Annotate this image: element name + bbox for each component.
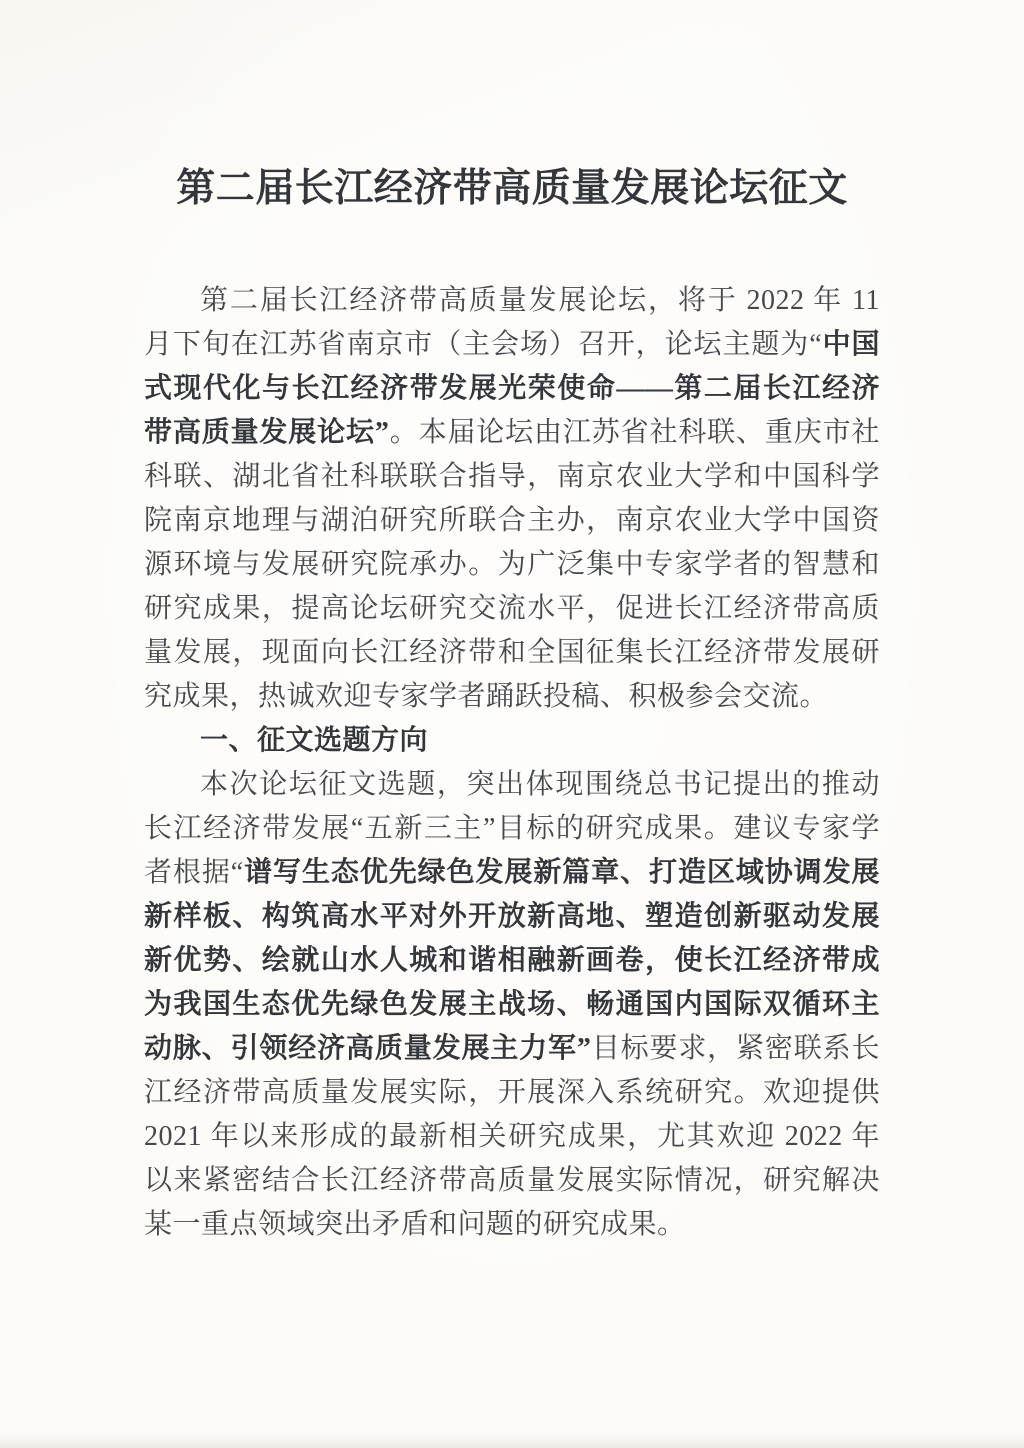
section-heading-topic-direction: 一、征文选题方向 xyxy=(200,724,429,756)
forum-theme-bold-text: 中国式现代化与长江经济带发展光荣使命——第二届长江经济带高质量发展论坛” xyxy=(144,328,880,448)
topics-text-opening: 本次论坛征文选题，突出体现围绕总书记提出的推动长江经济带发展“五新三主”目标的研究成果。建议专家学者根据“ xyxy=(144,768,880,888)
topics-paragraph xyxy=(144,763,880,1247)
intro-paragraph xyxy=(144,279,880,719)
topics-text-closing: 目标要求，紧密联系长江经济带高质量发展实际，开展深入系统研究。欢迎提供 2021 年以来形成的最新相关研究成果，尤其欢迎 2022 年以来紧密结合长江经济带高质量发展实际情况，研究解决某一重点领域突出矛盾和问题的研究成果。 xyxy=(144,1032,880,1240)
five-new-three-main-goals-bold-text: 谱写生态优先绿色发展新篇章、打造区域协调发展新样板、构筑高水平对外开放新高地、塑造创新驱动发展新优势、绘就山水人城和谐相融新画卷，使长江经济带成为我国生态优先绿色发展主战场、畅通国内国际双循环主动脉、引领经济高质量发展主力军” xyxy=(144,856,880,1064)
document-body xyxy=(144,279,880,1247)
document-title: 第二届长江经济带高质量发展论坛征文 xyxy=(176,167,848,210)
intro-text-opening: 第二届长江经济带高质量发展论坛，将于 2022 年 11 月下旬在江苏省南京市（主会场）召开，论坛主题为“ xyxy=(144,284,880,360)
intro-text-organizers: 。本届论坛由江苏省社科联、重庆市社科联、湖北省社科联联合指导，南京农业大学和中国科学院南京地理与湖泊研究所联合主办，南京农业大学中国资源环境与发展研究院承办。为广泛集中专家学者的智慧和研究成果，提高论坛研究交流水平，促进长江经济带高质量发展，现面向长江经济带和全国征集长江经济带发展研究成果，热诚欢迎专家学者踊跃投稿、积极参会交流。 xyxy=(144,416,880,712)
